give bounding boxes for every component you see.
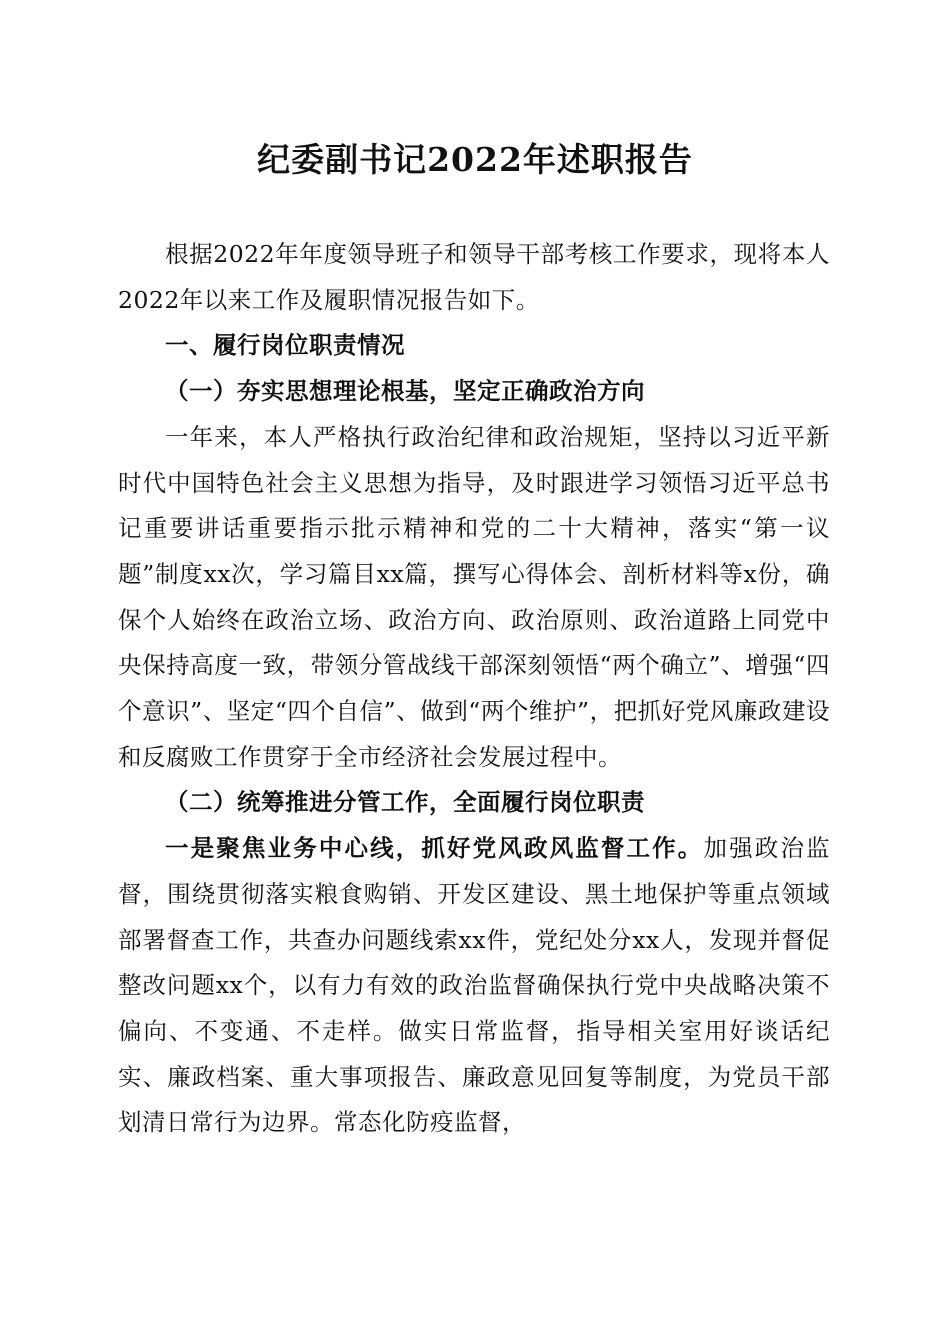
document-body (118, 232, 830, 1146)
subsection-2-text: 加强政治监督，围绕贯彻落实粮食购销、开发区建设、黑土地保护等重点领域部署督查工作，共查办问题线索xx件，党纪处分xx人，发现并督促整改问题xx个，以有力有效的政治监督确保执行党中央战略决策不偏向、不变通、不走样。做实日常监督，指导相关室用好谈话纪实、廉政档案、重大事项报告、廉政意见回复等制度，为党员干部划清日常行为边界。常态化防疫监督， (118, 834, 831, 1137)
subsection-2-paragraph (118, 826, 830, 1146)
intro-paragraph: 根据2022年年度领导班子和领导干部考核工作要求，现将本人2022年以来工作及履职情况报告如下。 (118, 240, 830, 314)
subsection-1-heading: （一）夯实思想理论根基，坚定正确政治方向 (165, 377, 645, 406)
subsection-1-paragraph: 一年来，本人严格执行政治纪律和政治规矩，坚持以习近平新时代中国特色社会主义思想为指导，及时跟进学习领悟习近平总书记重要讲话重要指示批示精神和党的二十大精神，落实“第一议题”制度xx次，学习篇目xx篇，撰写心得体会、剖析材料等x份，确保个人始终在政治立场、政治方向、政治原则、政治道路上同党中央保持高度一致，带领分管战线干部深刻领悟“两个确立”、增强“四个意识”、坚定“四个自信”、做到“两个维护”，把抓好党风廉政建设和反腐败工作贯穿于全市经济社会发展过程中。 (118, 422, 830, 771)
section-1-heading: 一、履行岗位职责情况 (165, 331, 405, 360)
document-title: 纪委副书记2022年述职报告 (257, 140, 693, 179)
subsection-2-heading: （二）统筹推进分管工作，全面履行岗位职责 (165, 788, 645, 817)
subsection-2-lead: 一是聚焦业务中心线，抓好党风政风监督工作。 (165, 834, 704, 863)
